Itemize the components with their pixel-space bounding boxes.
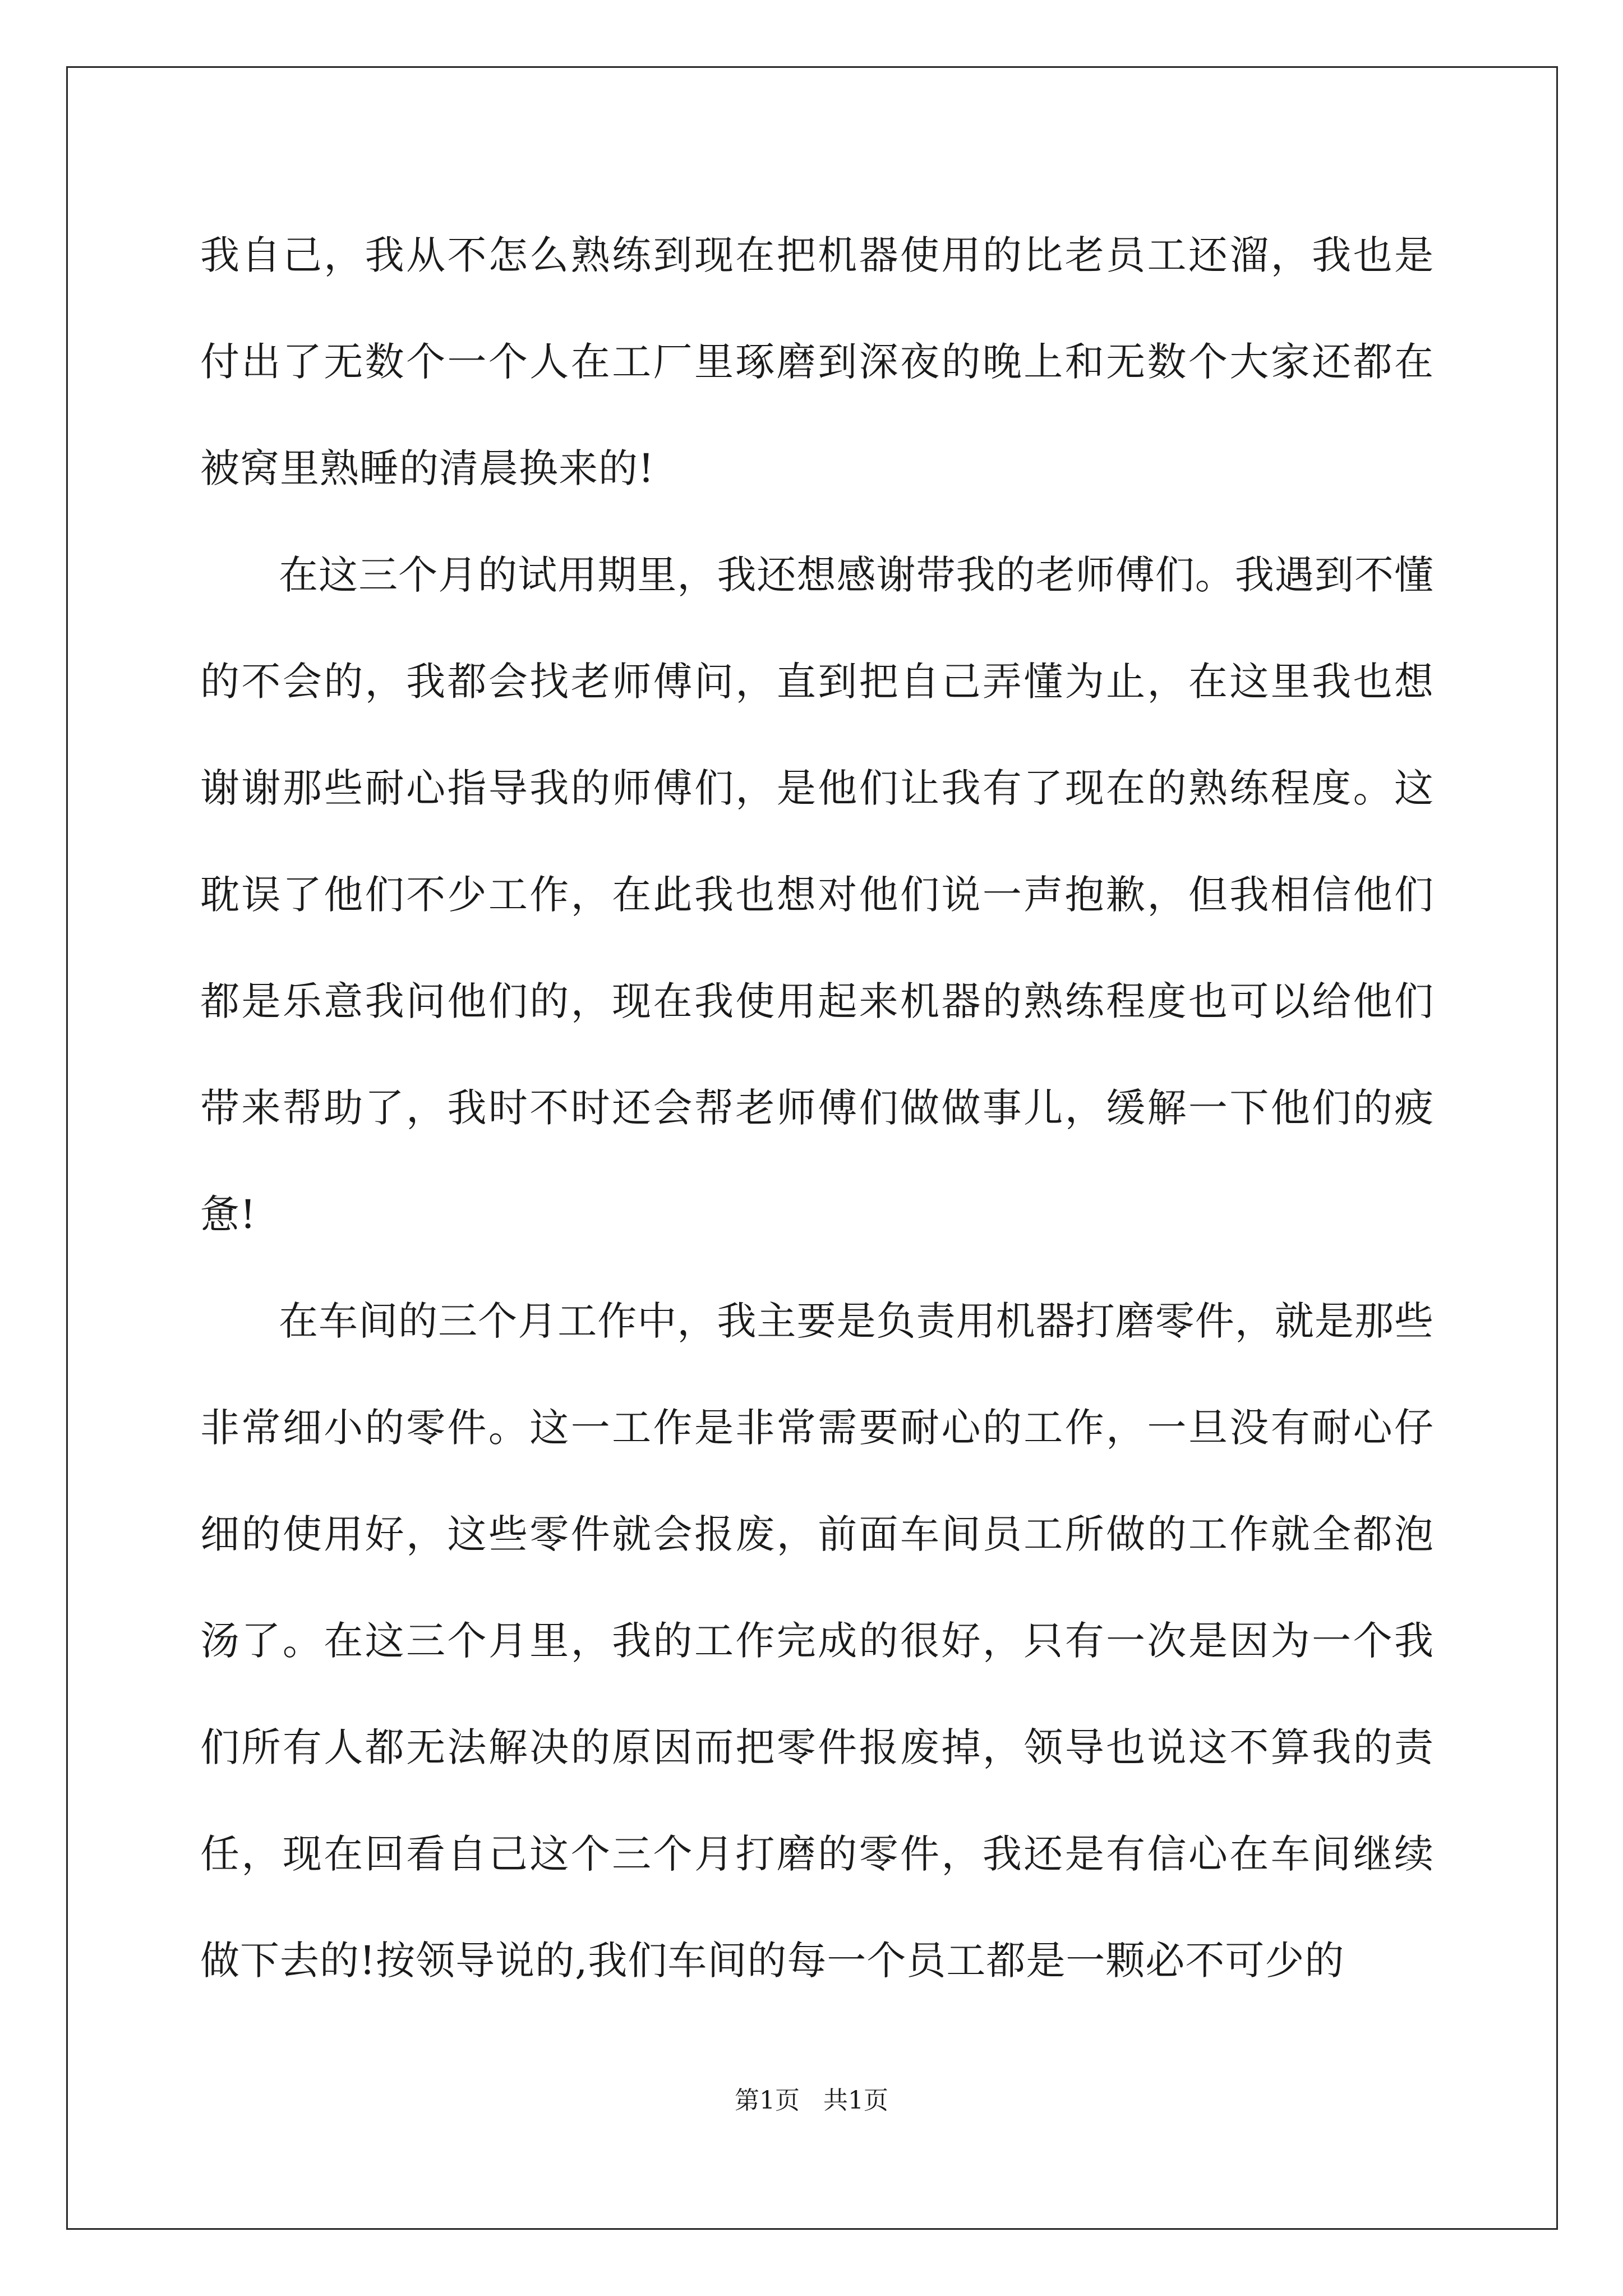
- paragraph-2: 在这三个月的试用期里，我还想感谢带我的老师傅们。我遇到不懂的不会的，我都会找老师傅问，直到把自己弄懂为止，在这里我也想谢谢那些耐心指导我的师傅们，是他们让我有了现在的熟练程度。这耽误了他们不少工作，在此我也想对他们说一声抱歉，但我相信他们都是乐意我问他们的，现在我使用起来机器的熟练程度也可以给他们带来帮助了，我时不时还会帮老师傅们做做事儿，缓解一下他们的疲惫!: [200, 552, 1434, 1237]
- page-footer: 第1页 共1页: [735, 2086, 888, 2115]
- document-body: [200, 202, 1434, 2014]
- paragraph-1: 我自己，我从不怎么熟练到现在把机器使用的比老员工还溜，我也是付出了无数个一个人在工厂里琢磨到深夜的晚上和无数个大家还都在被窝里熟睡的清晨换来的!: [200, 232, 1434, 491]
- paragraph-3: 在车间的三个月工作中，我主要是负责用机器打磨零件，就是那些非常细小的零件。这一工作是非常需要耐心的工作，一旦没有耐心仔细的使用好，这些零件就会报废，前面车间员工所做的工作就全都泡汤了。在这三个月里，我的工作完成的很好，只有一次是因为一个我们所有人都无法解决的原因而把零件报废掉，领导也说这不算我的责任，现在回看自己这个三个月打磨的零件，我还是有信心在车间继续做下去的!按领导说的,我们车间的每一个员工都是一颗必不可少的: [200, 1298, 1434, 1984]
